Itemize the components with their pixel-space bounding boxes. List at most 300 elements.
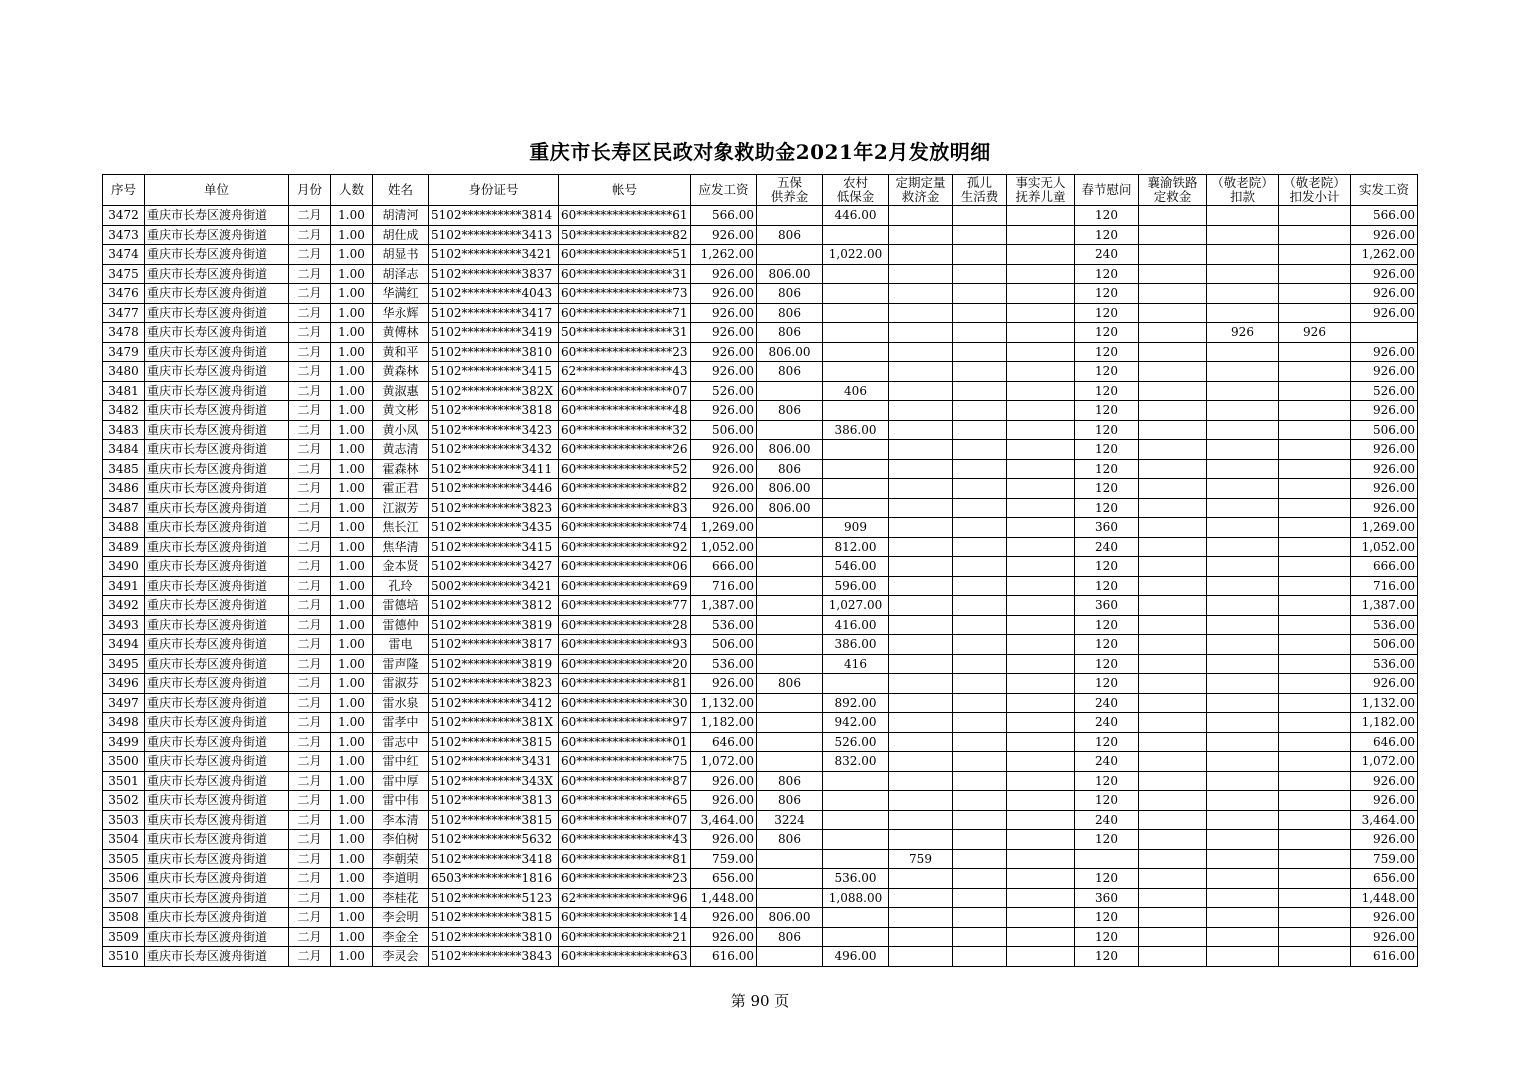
table-row: [103, 752, 1418, 772]
table-cell: [889, 537, 953, 557]
table-cell: 120: [1075, 771, 1139, 791]
table-cell: 909: [823, 518, 889, 538]
table-cell: [1139, 225, 1207, 245]
table-cell: [823, 264, 889, 284]
table-cell: 596.00: [823, 576, 889, 596]
table-cell: [1139, 752, 1207, 772]
table-cell: [1007, 479, 1075, 499]
table-cell: [1007, 264, 1075, 284]
table-cell: [889, 713, 953, 733]
table-cell: 5102**********3815: [429, 810, 559, 830]
table-cell: 1.00: [331, 810, 373, 830]
table-cell: [1207, 771, 1279, 791]
table-cell: [953, 401, 1007, 421]
table-cell: 3489: [103, 537, 145, 557]
table-cell: [1007, 401, 1075, 421]
table-cell: [1007, 771, 1075, 791]
table-cell: [1007, 498, 1075, 518]
table-cell: 926.00: [691, 264, 757, 284]
table-cell: 60****************77: [559, 596, 691, 616]
table-cell: 832.00: [823, 752, 889, 772]
table-cell: 926.00: [1351, 225, 1418, 245]
table-cell: [1207, 284, 1279, 304]
table-cell: 1.00: [331, 888, 373, 908]
table-cell: 重庆市长寿区渡舟街道: [145, 245, 289, 265]
table-cell: [1139, 401, 1207, 421]
table-cell: 二月: [289, 635, 331, 655]
table-cell: 重庆市长寿区渡舟街道: [145, 362, 289, 382]
table-cell: 雷中红: [373, 752, 429, 772]
table-cell: 926.00: [1351, 674, 1418, 694]
table-cell: 926.00: [691, 303, 757, 323]
table-cell: [1139, 888, 1207, 908]
table-cell: [889, 401, 953, 421]
table-cell: 雷声隆: [373, 654, 429, 674]
table-cell: [1207, 264, 1279, 284]
table-body: [103, 206, 1418, 967]
table-cell: 666.00: [1351, 557, 1418, 577]
table-cell: 重庆市长寿区渡舟街道: [145, 752, 289, 772]
table-cell: 1.00: [331, 674, 373, 694]
table-cell: [1139, 303, 1207, 323]
table-cell: [823, 479, 889, 499]
table-cell: 240: [1075, 713, 1139, 733]
table-cell: [1139, 635, 1207, 655]
table-cell: [1207, 908, 1279, 928]
table-cell: 李金全: [373, 927, 429, 947]
table-cell: 1.00: [331, 206, 373, 226]
table-cell: [757, 596, 823, 616]
table-cell: 120: [1075, 440, 1139, 460]
table-cell: [1207, 498, 1279, 518]
table-cell: 重庆市长寿区渡舟街道: [145, 381, 289, 401]
table-cell: [1139, 479, 1207, 499]
table-cell: [1279, 518, 1351, 538]
table-cell: 3494: [103, 635, 145, 655]
table-cell: 二月: [289, 888, 331, 908]
table-cell: 重庆市长寿区渡舟街道: [145, 713, 289, 733]
table-cell: 5102**********3815: [429, 908, 559, 928]
table-row: [103, 518, 1418, 538]
table-cell: 1.00: [331, 225, 373, 245]
table-cell: [889, 752, 953, 772]
table-cell: [1007, 615, 1075, 635]
table-cell: [889, 810, 953, 830]
table-cell: 120: [1075, 635, 1139, 655]
table-cell: 1.00: [331, 947, 373, 967]
table-cell: [1007, 225, 1075, 245]
table-cell: [1279, 908, 1351, 928]
table-cell: 120: [1075, 908, 1139, 928]
table-cell: 120: [1075, 830, 1139, 850]
table-cell: [757, 869, 823, 889]
table-row: [103, 732, 1418, 752]
table-cell: 926.00: [691, 830, 757, 850]
table-cell: [757, 693, 823, 713]
table-cell: 926.00: [691, 791, 757, 811]
table-cell: 926.00: [1351, 264, 1418, 284]
table-cell: [1139, 810, 1207, 830]
table-cell: [1139, 791, 1207, 811]
table-cell: 536.00: [1351, 615, 1418, 635]
table-cell: 926.00: [691, 362, 757, 382]
table-cell: [757, 888, 823, 908]
table-cell: [889, 518, 953, 538]
column-header: （敬老院） 扣发小计: [1279, 175, 1351, 206]
table-cell: [889, 459, 953, 479]
table-cell: 60****************28: [559, 615, 691, 635]
table-cell: [1207, 713, 1279, 733]
table-cell: [757, 518, 823, 538]
table-cell: 重庆市长寿区渡舟街道: [145, 693, 289, 713]
table-cell: [823, 459, 889, 479]
table-cell: [889, 771, 953, 791]
table-cell: [889, 732, 953, 752]
table-cell: 胡泽志: [373, 264, 429, 284]
table-cell: 二月: [289, 323, 331, 343]
table-cell: [889, 888, 953, 908]
table-cell: 806: [757, 830, 823, 850]
table-cell: 5102**********3417: [429, 303, 559, 323]
table-cell: [757, 206, 823, 226]
table-cell: 重庆市长寿区渡舟街道: [145, 284, 289, 304]
table-cell: 重庆市长寿区渡舟街道: [145, 323, 289, 343]
table-cell: 3487: [103, 498, 145, 518]
table-cell: [1279, 713, 1351, 733]
table-cell: [1139, 440, 1207, 460]
table-row: [103, 693, 1418, 713]
table-cell: [823, 908, 889, 928]
table-cell: [1007, 557, 1075, 577]
table-cell: [1007, 791, 1075, 811]
table-cell: 5102**********3415: [429, 362, 559, 382]
table-cell: [889, 596, 953, 616]
table-cell: 1.00: [331, 459, 373, 479]
table-cell: 812.00: [823, 537, 889, 557]
table-cell: 3490: [103, 557, 145, 577]
table-cell: 60****************75: [559, 752, 691, 772]
table-cell: 240: [1075, 245, 1139, 265]
table-cell: 二月: [289, 284, 331, 304]
table-cell: [757, 615, 823, 635]
table-cell: 806.00: [757, 342, 823, 362]
table-cell: 926.00: [691, 927, 757, 947]
table-cell: [889, 693, 953, 713]
table-cell: 1,262.00: [1351, 245, 1418, 265]
table-cell: [1207, 518, 1279, 538]
table-cell: [1139, 284, 1207, 304]
table-cell: [889, 206, 953, 226]
column-header: 帐号: [559, 175, 691, 206]
table-row: [103, 479, 1418, 499]
table-cell: 926.00: [691, 459, 757, 479]
table-cell: 1.00: [331, 342, 373, 362]
table-cell: [953, 810, 1007, 830]
table-cell: [823, 303, 889, 323]
table-cell: 二月: [289, 810, 331, 830]
table-cell: 386.00: [823, 420, 889, 440]
table-row: [103, 674, 1418, 694]
table-cell: [953, 888, 1007, 908]
table-cell: [757, 849, 823, 869]
table-cell: [953, 381, 1007, 401]
table-cell: 3482: [103, 401, 145, 421]
table-cell: 536.00: [691, 615, 757, 635]
table-cell: 5102**********3432: [429, 440, 559, 460]
table-cell: 5102**********3812: [429, 596, 559, 616]
table-cell: [1007, 459, 1075, 479]
table-cell: 926.00: [691, 771, 757, 791]
table-cell: [1279, 654, 1351, 674]
table-cell: [1139, 596, 1207, 616]
table-cell: [823, 342, 889, 362]
table-cell: 1.00: [331, 830, 373, 850]
table-cell: [1139, 264, 1207, 284]
table-cell: 3481: [103, 381, 145, 401]
table-cell: 120: [1075, 479, 1139, 499]
column-header: 实发工资: [1351, 175, 1418, 206]
table-cell: 1.00: [331, 264, 373, 284]
table-cell: [889, 498, 953, 518]
table-cell: [953, 674, 1007, 694]
table-cell: 566.00: [691, 206, 757, 226]
table-cell: 雷德培: [373, 596, 429, 616]
table-cell: 二月: [289, 752, 331, 772]
table-cell: [1007, 713, 1075, 733]
table-cell: 926.00: [691, 674, 757, 694]
table-cell: [1007, 381, 1075, 401]
table-cell: 496.00: [823, 947, 889, 967]
table-cell: [953, 654, 1007, 674]
table-cell: [1139, 869, 1207, 889]
table-cell: 806.00: [757, 498, 823, 518]
table-cell: 3510: [103, 947, 145, 967]
table-cell: [1207, 654, 1279, 674]
table-cell: 616.00: [1351, 947, 1418, 967]
table-row: [103, 869, 1418, 889]
table-cell: 50****************31: [559, 323, 691, 343]
table-cell: 62****************96: [559, 888, 691, 908]
table-cell: 黄和平: [373, 342, 429, 362]
table-cell: [1351, 323, 1418, 343]
table-cell: 806: [757, 323, 823, 343]
table-cell: [1207, 459, 1279, 479]
table-cell: 1.00: [331, 498, 373, 518]
table-cell: 1.00: [331, 693, 373, 713]
table-row: [103, 264, 1418, 284]
table-cell: 926.00: [1351, 362, 1418, 382]
table-cell: 1.00: [331, 284, 373, 304]
table-cell: 5102**********3819: [429, 654, 559, 674]
table-cell: 重庆市长寿区渡舟街道: [145, 596, 289, 616]
table-cell: 60****************51: [559, 245, 691, 265]
table-cell: 62****************43: [559, 362, 691, 382]
table-cell: 5102**********381X: [429, 713, 559, 733]
table-cell: 3496: [103, 674, 145, 694]
table-cell: [823, 927, 889, 947]
table-cell: [1207, 537, 1279, 557]
table-cell: [1007, 576, 1075, 596]
table-cell: 60****************21: [559, 927, 691, 947]
table-cell: [889, 557, 953, 577]
table-cell: 李朝荣: [373, 849, 429, 869]
column-header: 身份证号: [429, 175, 559, 206]
table-cell: 3472: [103, 206, 145, 226]
table-cell: [1207, 752, 1279, 772]
table-cell: 二月: [289, 362, 331, 382]
table-cell: 二月: [289, 771, 331, 791]
table-cell: 3497: [103, 693, 145, 713]
table-cell: 6503**********1816: [429, 869, 559, 889]
table-cell: [757, 654, 823, 674]
table-cell: 5102**********3810: [429, 927, 559, 947]
table-cell: [953, 284, 1007, 304]
table-cell: 二月: [289, 674, 331, 694]
table-cell: 926.00: [691, 225, 757, 245]
table-cell: [1139, 420, 1207, 440]
table-cell: 566.00: [1351, 206, 1418, 226]
table-cell: [1007, 654, 1075, 674]
table-cell: 386.00: [823, 635, 889, 655]
table-cell: 3491: [103, 576, 145, 596]
table-cell: 120: [1075, 381, 1139, 401]
table-cell: 60****************07: [559, 810, 691, 830]
table-cell: 416.00: [823, 615, 889, 635]
table-cell: 1.00: [331, 518, 373, 538]
table-cell: [1279, 615, 1351, 635]
table-cell: 重庆市长寿区渡舟街道: [145, 674, 289, 694]
table-cell: 雷中厚: [373, 771, 429, 791]
table-cell: 60****************63: [559, 947, 691, 967]
table-cell: 雷水泉: [373, 693, 429, 713]
table-cell: [1139, 927, 1207, 947]
table-cell: 60****************81: [559, 674, 691, 694]
column-header: 春节慰问: [1075, 175, 1139, 206]
table-cell: 二月: [289, 303, 331, 323]
table-cell: [757, 381, 823, 401]
table-cell: 446.00: [823, 206, 889, 226]
table-cell: [1007, 830, 1075, 850]
table-cell: 3500: [103, 752, 145, 772]
table-cell: 重庆市长寿区渡舟街道: [145, 771, 289, 791]
table-cell: [953, 206, 1007, 226]
table-row: [103, 830, 1418, 850]
table-cell: 60****************52: [559, 459, 691, 479]
table-cell: [1279, 245, 1351, 265]
table-cell: 60****************74: [559, 518, 691, 538]
table-cell: 5102**********3412: [429, 693, 559, 713]
table-cell: [1279, 849, 1351, 869]
table-cell: [1207, 830, 1279, 850]
table-cell: 942.00: [823, 713, 889, 733]
table-cell: [1279, 557, 1351, 577]
table-cell: 806: [757, 401, 823, 421]
table-cell: [1139, 537, 1207, 557]
table-cell: 1.00: [331, 576, 373, 596]
table-row: [103, 381, 1418, 401]
table-cell: [1139, 713, 1207, 733]
table-cell: 二月: [289, 849, 331, 869]
table-cell: [823, 498, 889, 518]
table-cell: 重庆市长寿区渡舟街道: [145, 927, 289, 947]
table-cell: 3477: [103, 303, 145, 323]
payment-table: [102, 174, 1418, 967]
table-cell: 重庆市长寿区渡舟街道: [145, 401, 289, 421]
table-row: [103, 342, 1418, 362]
table-cell: 雷孝中: [373, 713, 429, 733]
table-cell: [1207, 576, 1279, 596]
table-cell: 926.00: [1351, 459, 1418, 479]
table-cell: 806.00: [757, 264, 823, 284]
table-cell: 1.00: [331, 557, 373, 577]
table-cell: 二月: [289, 830, 331, 850]
table-cell: [1007, 849, 1075, 869]
table-cell: [1007, 303, 1075, 323]
table-row: [103, 615, 1418, 635]
column-header: 定期定量 救济金: [889, 175, 953, 206]
table-cell: [757, 635, 823, 655]
table-cell: 二月: [289, 381, 331, 401]
table-cell: [889, 674, 953, 694]
table-cell: 926.00: [691, 908, 757, 928]
table-cell: 60****************93: [559, 635, 691, 655]
table-row: [103, 713, 1418, 733]
table-row: [103, 908, 1418, 928]
table-cell: [823, 440, 889, 460]
table-cell: 黄文彬: [373, 401, 429, 421]
table-row: [103, 284, 1418, 304]
table-cell: 5102**********3427: [429, 557, 559, 577]
table-cell: 1,088.00: [823, 888, 889, 908]
table-cell: 120: [1075, 303, 1139, 323]
table-cell: 雷德仲: [373, 615, 429, 635]
table-cell: [1139, 206, 1207, 226]
page-number: 第 90 页: [730, 992, 790, 1010]
table-cell: 240: [1075, 693, 1139, 713]
table-cell: 二月: [289, 576, 331, 596]
table-cell: 120: [1075, 401, 1139, 421]
table-cell: [823, 810, 889, 830]
table-cell: [1007, 693, 1075, 713]
table-cell: [1007, 908, 1075, 928]
table-cell: 二月: [289, 927, 331, 947]
table-cell: [1007, 596, 1075, 616]
table-cell: 3495: [103, 654, 145, 674]
table-cell: [1007, 869, 1075, 889]
table-cell: [1279, 693, 1351, 713]
table-cell: 3,464.00: [691, 810, 757, 830]
table-cell: [1139, 245, 1207, 265]
table-cell: [1207, 732, 1279, 752]
table-cell: 926.00: [1351, 440, 1418, 460]
table-cell: 60****************31: [559, 264, 691, 284]
table-cell: 重庆市长寿区渡舟街道: [145, 264, 289, 284]
table-cell: 240: [1075, 537, 1139, 557]
table-cell: 1,052.00: [691, 537, 757, 557]
table-cell: [1207, 420, 1279, 440]
table-cell: 3480: [103, 362, 145, 382]
table-cell: 926.00: [1351, 927, 1418, 947]
table-cell: 1,132.00: [1351, 693, 1418, 713]
table-cell: 50****************82: [559, 225, 691, 245]
table-cell: 60****************48: [559, 401, 691, 421]
table-cell: [1007, 732, 1075, 752]
table-cell: 806: [757, 362, 823, 382]
table-cell: [953, 596, 1007, 616]
table-cell: [1139, 362, 1207, 382]
table-cell: [1139, 518, 1207, 538]
table-cell: [1207, 674, 1279, 694]
